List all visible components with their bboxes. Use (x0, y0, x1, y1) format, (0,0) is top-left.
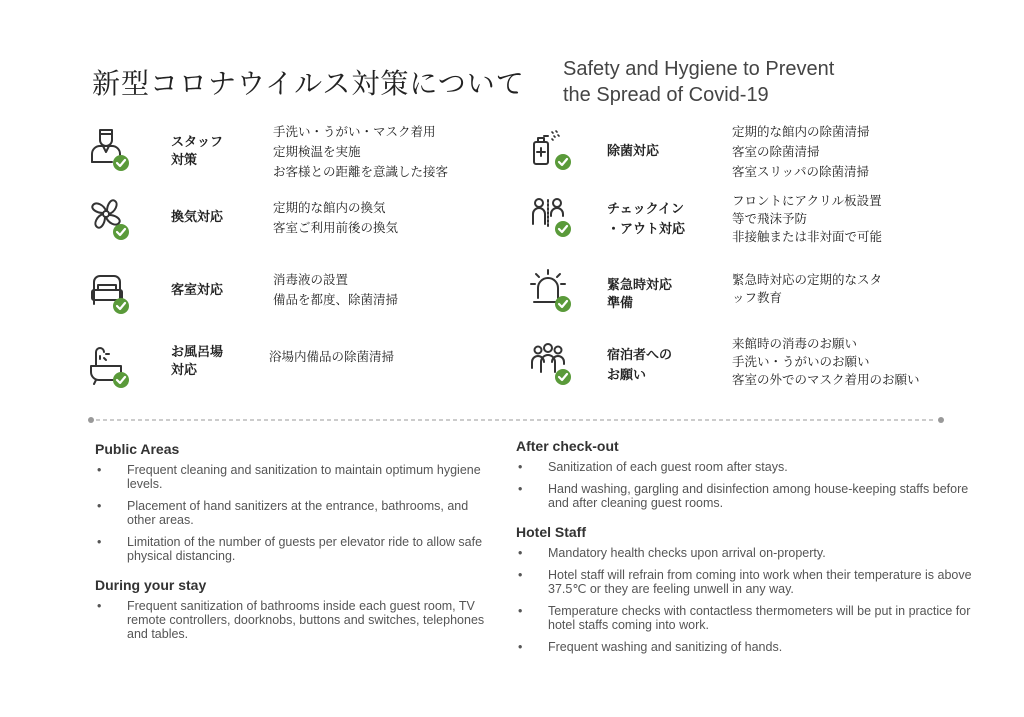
page-title-english (563, 56, 834, 108)
measure-desc-staff: 手洗い・うがい・マスク着用 定期検温を実施 お客様との距離を意識した接客 (273, 124, 449, 179)
measure-desc-bath: 浴場内備品の除菌清掃 (269, 349, 395, 364)
english-sections-right (516, 438, 976, 662)
staff-icon (88, 128, 132, 174)
measure-label-room: 客室対応 (171, 283, 224, 298)
list-item: • Sanitization of each guest room after stays. (516, 460, 976, 474)
measure-desc-sanitize: 定期的な館内の除菌清掃 客室の除菌清掃 客室スリッパの除菌清掃 (732, 124, 870, 179)
list-item: • Placement of hand sanitizers at the entrance, bathrooms, and other areas. (95, 499, 495, 527)
measure-desc-guests: 来館時の消毒のお願い 手洗い・うがいのお願い 客室の外でのマスク着用のお願い (732, 336, 920, 387)
front-desk-icon (530, 196, 574, 242)
section-heading-after-checkout: After check-out (516, 438, 619, 454)
public-areas-list (95, 463, 495, 563)
dotted-divider (88, 408, 944, 412)
measure-label-sanitize: 除菌対応 (607, 144, 660, 159)
measure-label-emergency: 緊急時対応 準備 (607, 278, 673, 311)
en-title-line-2: the Spread of Covid-19 (563, 84, 769, 106)
english-sections-left (95, 441, 495, 649)
section-heading-public-areas: Public Areas (95, 441, 180, 457)
after-checkout-list (516, 460, 976, 510)
list-item: • Frequent washing and sanitizing of hands. (516, 640, 976, 654)
during-stay-list (95, 599, 495, 641)
list-item: • Hotel staff will refrain from coming into work when their temperature is above 37.5℃ or they are feeling unwell in any way. (516, 568, 976, 596)
bathtub-icon (88, 344, 132, 390)
guests-group-icon (530, 342, 574, 388)
measure-label-staff: スタッフ 対策 (171, 135, 224, 168)
emergency-light-icon (530, 268, 574, 314)
hotel-staff-list (516, 546, 976, 654)
section-heading-hotel-staff: Hotel Staff (516, 524, 586, 540)
measure-desc-ventilation: 定期的な館内の換気 客室ご利用前後の換気 (273, 200, 399, 235)
measure-desc-room: 消毒液の設置 備品を都度、除菌清掃 (273, 272, 399, 307)
list-item: • Limitation of the number of guests per elevator ride to allow safe physical distancing. (95, 535, 495, 563)
page-title-japanese: 新型コロナウイルス対策について (92, 67, 525, 100)
en-title-line-1: Safety and Hygiene to Prevent (563, 58, 835, 80)
measure-label-ventilation: 換気対応 (171, 210, 224, 225)
measure-label-bath: お風呂場 対応 (171, 345, 224, 378)
measure-desc-emergency: 緊急時対応の定期的なスタ ッフ教育 (732, 272, 883, 305)
list-item: • Frequent sanitization of bathrooms inside each guest room, TV remote controllers, doorknobs, buttons and switches, telephones and tables. (95, 599, 495, 641)
measure-label-checkin: チェックイン ・アウト対応 (607, 202, 686, 237)
list-item: • Frequent cleaning and sanitization to maintain optimum hygiene levels. (95, 463, 495, 491)
measure-desc-checkin: フロントにアクリル板設置 等で飛沫予防 非接触または非対面で可能 (732, 193, 883, 244)
measure-label-guests: 宿泊者への お願い (607, 348, 673, 383)
list-item: • Hand washing, gargling and disinfection among house-keeping staffs before and after cleaning guest rooms. (516, 482, 976, 510)
bed-icon (88, 270, 132, 316)
list-item: • Temperature checks with contactless thermometers will be put in practice for hotel staffs coming into work. (516, 604, 976, 632)
sanitizer-spray-icon (530, 128, 574, 174)
ventilation-fan-icon (88, 196, 132, 242)
section-heading-during-stay: During your stay (95, 577, 207, 593)
list-item: • Mandatory health checks upon arrival on-property. (516, 546, 976, 560)
